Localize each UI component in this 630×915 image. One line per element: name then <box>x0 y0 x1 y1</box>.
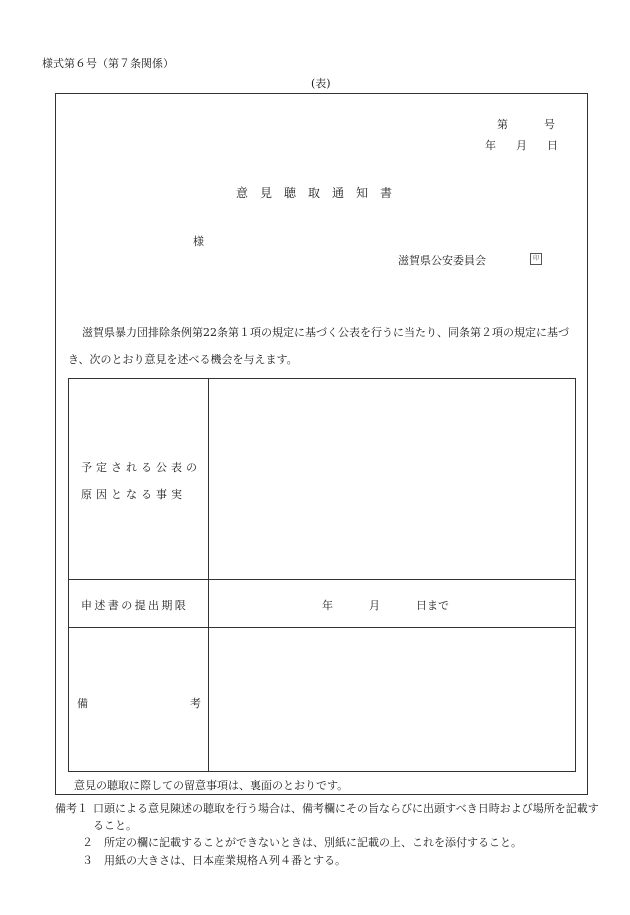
facts-label-line1: 予定される公表の <box>81 461 201 474</box>
table-row-divider <box>69 627 575 628</box>
remarks-heading: 備考１ <box>55 802 88 815</box>
deadline-until: 日まで <box>416 599 449 612</box>
seal-mark: 印 <box>530 253 542 265</box>
remarks-field-label-b: 考 <box>190 697 201 710</box>
issuer-name: 滋賀県公安委員会 <box>398 254 486 267</box>
remarks-item2: ２ 所定の欄に記載することができないときは、別紙に記載の上、これを添付すること。 <box>82 836 522 849</box>
date-year: 年 <box>485 139 496 152</box>
addressee-suffix: 様 <box>193 235 204 248</box>
body-paragraph: 滋賀県暴力団排除条例第22条第１項の規定に基づく公表を行うに当たり、同条第２項の規定に基づき、次のとおり意見を述べる機会を与えます。 <box>68 326 569 366</box>
remarks-item1-line1: 口頭による意見陳述の聴取を行う場合は、備考欄にその旨ならびに出頭すべき日時および場所を記載す <box>93 802 599 815</box>
document-title: 意見聴取通知書 <box>236 186 405 200</box>
date-month: 月 <box>516 139 527 152</box>
deadline-year: 年 <box>322 599 333 612</box>
table-column-divider <box>208 379 209 771</box>
date-day: 日 <box>547 139 558 152</box>
deadline-value <box>322 597 449 613</box>
notice-note: 意見の聴取に際しての留意事項は、裏面のとおりです。 <box>74 779 349 792</box>
remarks-field-label-a: 備 <box>77 697 88 710</box>
side-label: (表) <box>311 77 331 90</box>
number-suffix: 号 <box>544 118 555 131</box>
remarks-item3: ３ 用紙の大きさは、日本産業規格Ａ列４番とする。 <box>82 854 346 867</box>
facts-label-line2: 原因となる事実 <box>81 488 186 501</box>
number-prefix: 第 <box>497 118 508 131</box>
form-number-label: 様式第６号（第７条関係） <box>42 57 174 70</box>
table-row-divider <box>69 579 575 580</box>
deadline-label: 申述書の提出期限 <box>81 599 189 612</box>
info-table <box>68 378 576 772</box>
remarks-item1-line2: ること。 <box>93 819 137 832</box>
date-line <box>485 137 558 153</box>
deadline-month: 月 <box>369 599 380 612</box>
document-number-line <box>497 116 555 132</box>
